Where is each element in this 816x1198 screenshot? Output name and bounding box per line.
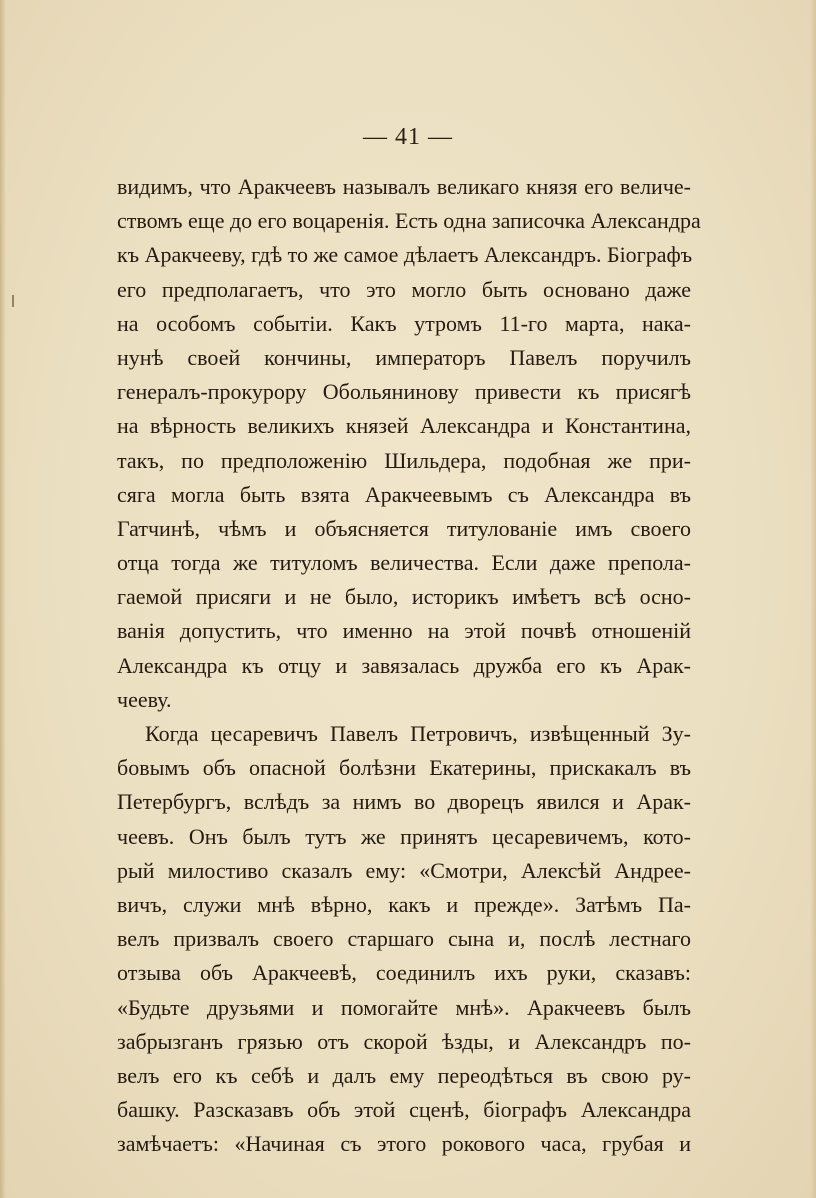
- text-line: генералъ-прокурору Обольянинову привести къ присягѣ: [117, 379, 691, 405]
- text-line: его предполагаетъ, что это могло быть основано даже: [117, 276, 691, 302]
- text-line: башку. Разсказавъ объ этой сценѣ, біографъ Александра: [117, 1097, 691, 1123]
- text-line: ванія допустить, что именно на этой почвѣ отношеній: [117, 618, 691, 644]
- text-line: отзыва объ Аракчеевѣ, соединилъ ихъ руки, сказавъ:: [117, 960, 691, 986]
- text-line: «Будьте друзьями и помогайте мнѣ». Аракчеевъ былъ: [117, 994, 691, 1020]
- text-line: замѣчаетъ: «Начиная съ этого рокового часа, грубая и: [117, 1131, 691, 1157]
- margin-mark: [12, 295, 14, 307]
- text-line: рый милостиво сказалъ ему: «Смотри, Алексѣй Андрее-: [117, 857, 691, 883]
- text-line: Гатчинѣ, чѣмъ и объясняется титулованіе имъ своего: [117, 515, 691, 541]
- page-edge-shadow-left: [0, 0, 6, 1198]
- text-line: къ Аракчееву, гдѣ то же самое дѣлаетъ Александръ. Біографъ: [117, 242, 693, 268]
- text-line: нунѣ своей кончины, императоръ Павелъ поручилъ: [117, 344, 691, 370]
- text-line: забрызганъ грязью отъ скорой ѣзды, и Александръ по-: [117, 1028, 691, 1054]
- text-line: велъ его къ себѣ и далъ ему переодѣться въ свою ру-: [117, 1062, 691, 1088]
- text-line: отца тогда же титуломъ величества. Если даже препола-: [117, 550, 691, 576]
- text-line: на особомъ событіи. Какъ утромъ 11-го марта, нака-: [117, 310, 691, 336]
- body-text: [117, 170, 701, 1161]
- text-line: гаемой присяги и не было, историкъ имѣетъ всѣ осно-: [117, 584, 691, 610]
- text-line: чеевъ. Онъ былъ тутъ же принятъ цесаревичемъ, кото-: [117, 823, 691, 849]
- page-edge-shadow-right: [810, 0, 816, 1198]
- text-line-paragraph-start: Когда цесаревичъ Павелъ Петровичъ, извѣщенный Зу-: [145, 721, 691, 746]
- text-line: на вѣрность великихъ князей Александра и Константина,: [117, 413, 691, 439]
- text-line: велъ призвалъ своего старшаго сына и, послѣ лестнаго: [117, 926, 691, 952]
- text-line: такъ, по предположенію Шильдера, подобная же при-: [117, 447, 691, 473]
- text-line: видимъ, что Аракчеевъ называлъ великаго князя его величе-: [117, 174, 691, 199]
- text-line: Александра къ отцу и завязалась дружба его къ Арак-: [117, 652, 691, 678]
- text-line: Петербургъ, вслѣдъ за нимъ во дворецъ явился и Арак-: [117, 789, 691, 815]
- page-number: — 41 —: [363, 124, 453, 150]
- text-line: ствомъ еще до его воцаренія. Есть одна записочка Александра: [117, 208, 701, 234]
- text-line: вичъ, служи мнѣ вѣрно, какъ и прежде». Затѣмъ Па-: [117, 891, 691, 917]
- text-line: сяга могла быть взята Аракчеевымъ съ Александра въ: [117, 481, 691, 507]
- text-line: бовымъ объ опасной болѣзни Екатерины, прискакалъ въ: [117, 755, 691, 781]
- text-line: чееву.: [117, 686, 172, 712]
